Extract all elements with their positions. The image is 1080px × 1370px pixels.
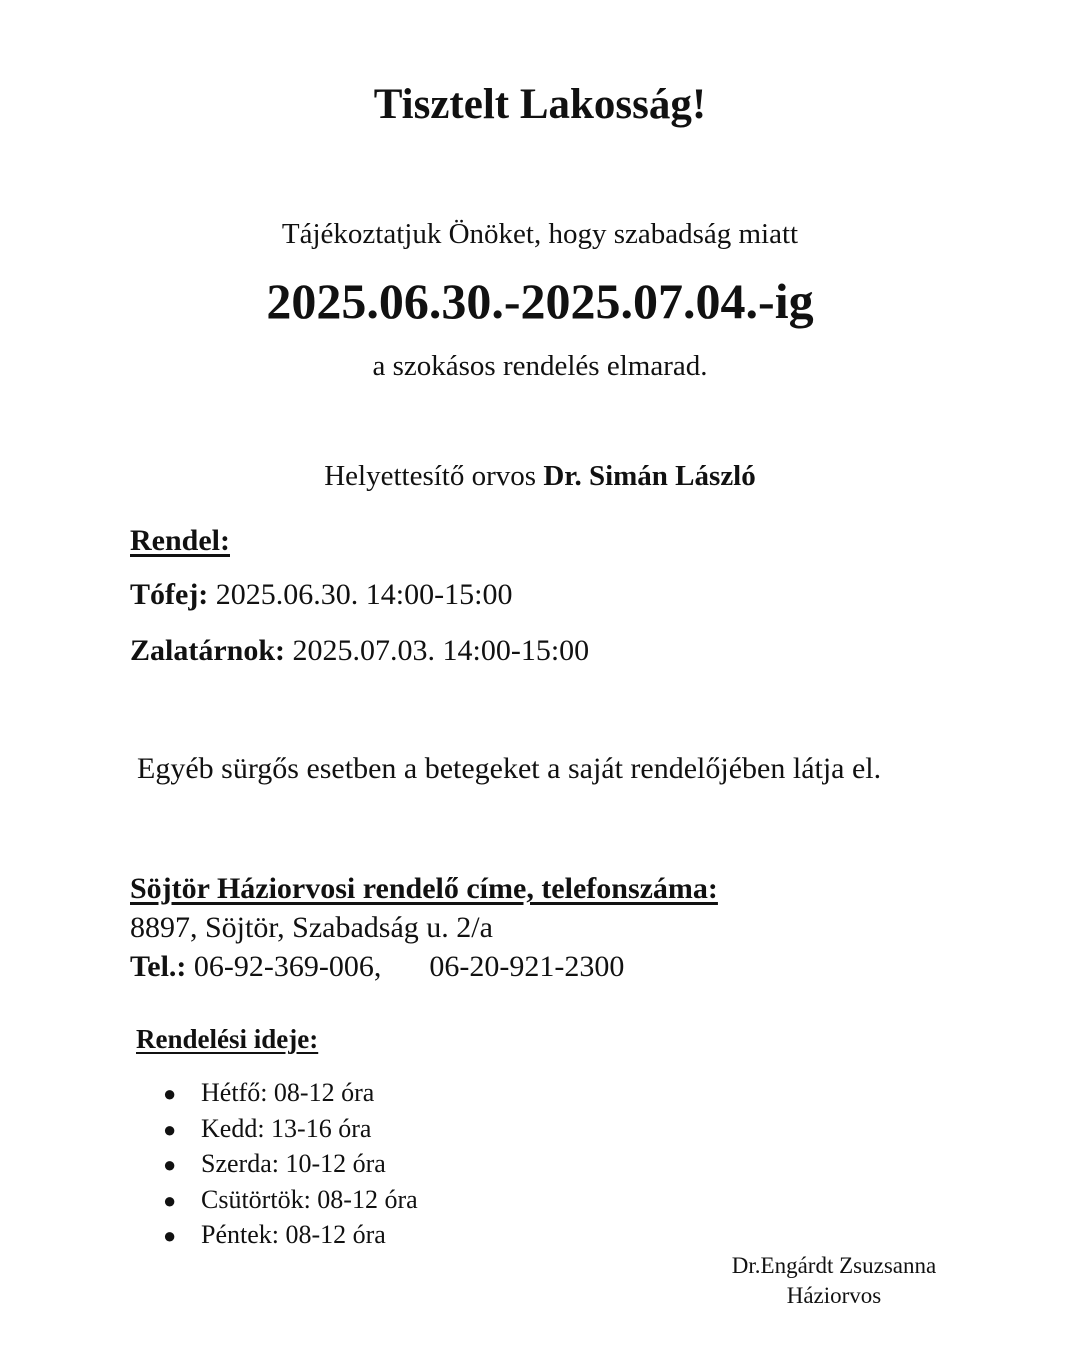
list-item: ● Csütörtök: 08-12 óra: [163, 1182, 418, 1218]
schedule-heading: Rendel:: [130, 524, 230, 557]
substitute-name: Dr. Simán László: [543, 460, 756, 492]
urgent-text: Egyéb sürgős esetben a betegeket a saját rendelőjében látja el.: [137, 752, 882, 785]
schedule-place: Tófej:: [130, 578, 209, 611]
cancel-text: a szokásos rendelés elmarad.: [372, 350, 708, 382]
bullet-icon: ●: [163, 1152, 177, 1177]
tel-label: Tel.:: [130, 950, 187, 983]
hours-heading: Rendelési ideje:: [136, 1024, 319, 1054]
list-item: ● Péntek: 08-12 óra: [163, 1217, 418, 1253]
list-item: ● Kedd: 13-16 óra: [163, 1111, 418, 1147]
bullet-icon: ●: [163, 1081, 177, 1106]
bullet-icon: ●: [163, 1187, 177, 1213]
date-range: 2025.06.30.-2025.07.04.-ig: [266, 273, 814, 329]
schedule-entry: [130, 578, 512, 612]
list-item: ● Hétfő: 08-12 óra: [163, 1075, 418, 1111]
list-item: ● Szerda: 10-12 óra: [163, 1146, 418, 1182]
office-address: 8897, Söjtör, Szabadság u. 2/a: [130, 911, 493, 944]
bullet-icon: ●: [163, 1116, 177, 1142]
office-heading: Söjtör Háziorvosi rendelő címe, telefonszáma:: [130, 872, 718, 905]
substitute-doctor: [0, 460, 1080, 493]
notice-intro: Tájékoztatjuk Önöket, hogy szabadság miatt: [281, 218, 799, 250]
signature-name: Dr.Engárdt Zsuzsanna: [731, 1253, 937, 1278]
schedule-time: 2025.06.30. 14:00-15:00: [208, 578, 513, 611]
phone-number: 06-92-369-006,: [186, 950, 382, 983]
hours-list: [163, 1075, 418, 1253]
notice-title: Tisztelt Lakosság!: [373, 81, 707, 128]
schedule-time: 2025.07.03. 14:00-15:00: [285, 634, 590, 667]
signature-role: Háziorvos: [786, 1283, 882, 1308]
schedule-place: Zalatárnok:: [130, 634, 286, 667]
schedule-entry: [130, 634, 589, 668]
substitute-prefix: Helyettesítő orvos: [324, 460, 544, 492]
office-phone: [130, 950, 624, 984]
phone-number: 06-20-921-2300: [429, 950, 625, 983]
bullet-icon: ●: [163, 1223, 177, 1248]
